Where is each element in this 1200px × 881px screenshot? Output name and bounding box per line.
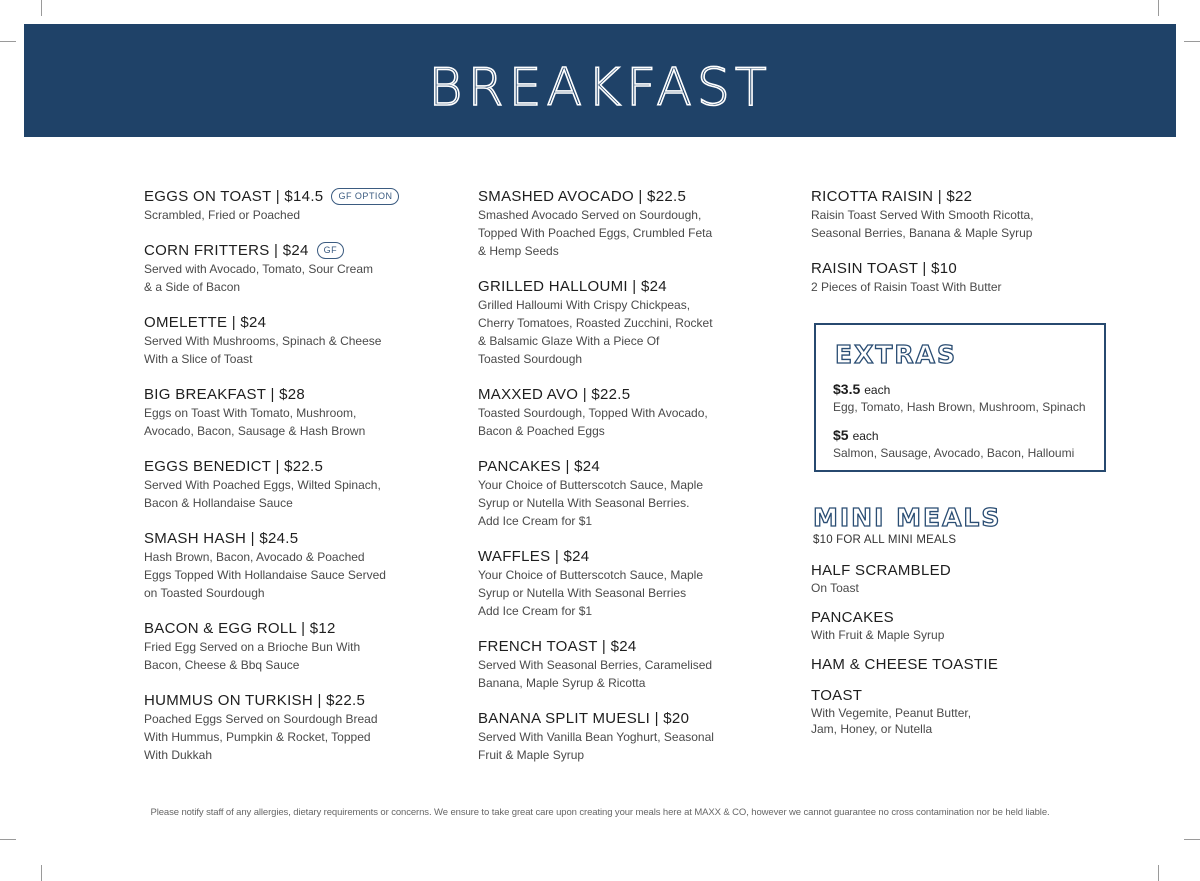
menu-item-title: CORN FRITTERS | $24 — [144, 242, 309, 259]
menu-item — [811, 187, 1111, 242]
extras-heading: EXTRAS — [835, 340, 958, 369]
gf-badge: GF — [317, 242, 345, 259]
menu-item-description: Bacon & Hollandaise Sauce — [144, 496, 293, 510]
allergy-footnote: Please notify staff of any allergies, dietary requirements or concerns. We ensure to take great care upon creating your meals here at MAXX & CO, however we cannot guarantee no cross contamination nor be held liable. — [150, 807, 1050, 818]
menu-item-description: Bacon & Poached Eggs — [478, 424, 605, 438]
menu-item — [478, 709, 778, 764]
menu-item-title: SMASH HASH | $24.5 — [144, 530, 299, 547]
menu-item-name — [144, 619, 444, 638]
menu-item-name — [144, 385, 444, 404]
menu-item-description: With Hummus, Pumpkin & Rocket, Topped — [144, 730, 371, 744]
menu-item-name — [144, 187, 444, 206]
menu-item-description: & a Side of Bacon — [144, 280, 241, 294]
menu-item — [144, 619, 444, 674]
menu-item — [478, 457, 778, 530]
menu-item-title: WAFFLES | $24 — [478, 548, 590, 565]
menu-item-description: Toasted Sourdough — [478, 352, 583, 366]
menu-item-description: On Toast — [811, 581, 859, 595]
menu-item-description: Served With Seasonal Berries, Caramelised — [478, 658, 713, 672]
menu-item — [478, 637, 778, 692]
menu-item-description: Topped With Poached Eggs, Crumbled Feta — [478, 226, 713, 240]
extras-items: Salmon, Sausage, Avocado, Bacon, Halloumi — [833, 446, 1075, 460]
crop-mark — [0, 839, 16, 840]
menu-item-description: & Hemp Seeds — [478, 244, 559, 258]
menu-item-description: Avocado, Bacon, Sausage & Hash Brown — [144, 424, 366, 438]
menu-item-title: PANCAKES — [811, 609, 894, 626]
menu-item-description: Raisin Toast Served With Smooth Ricotta, — [811, 208, 1034, 222]
menu-column-3 — [811, 187, 1111, 313]
menu-item-name — [811, 655, 1111, 674]
menu-item-name — [478, 547, 778, 566]
extras-price: $5 — [833, 427, 849, 443]
menu-item-description: Fruit & Maple Syrup — [478, 748, 585, 762]
menu-item — [144, 313, 444, 368]
menu-item-name — [144, 691, 444, 710]
crop-mark — [0, 41, 16, 42]
menu-item-description: Cherry Tomatoes, Roasted Zucchini, Rocket — [478, 316, 713, 330]
menu-item-description: Scrambled, Fried or Poached — [144, 208, 301, 222]
menu-item-description: With Fruit & Maple Syrup — [811, 628, 945, 642]
menu-item-description: Grilled Halloumi With Crispy Chickpeas, — [478, 298, 691, 312]
menu-item-title: BANANA SPLIT MUESLI | $20 — [478, 710, 690, 727]
menu-item-title: BIG BREAKFAST | $28 — [144, 386, 306, 403]
gf-badge: GF OPTION — [331, 188, 399, 205]
menu-item-title: PANCAKES | $24 — [478, 458, 601, 475]
crop-mark — [1184, 41, 1200, 42]
menu-item-title: OMELETTE | $24 — [144, 314, 267, 331]
menu-item-name — [144, 529, 444, 548]
menu-item-title: MAXXED AVO | $22.5 — [478, 386, 631, 403]
menu-item-description: Your Choice of Butterscotch Sauce, Maple — [478, 568, 704, 582]
menu-item — [811, 608, 1111, 643]
menu-item-description: Poached Eggs Served on Sourdough Bread — [144, 712, 378, 726]
menu-item-name — [478, 277, 778, 296]
mini-meals-heading: MINI MEALS — [813, 503, 1002, 532]
menu-item-title: GRILLED HALLOUMI | $24 — [478, 278, 667, 295]
menu-item-description: Served With Mushrooms, Spinach & Cheese — [144, 334, 382, 348]
crop-mark — [1158, 865, 1159, 881]
menu-item-description: Toasted Sourdough, Topped With Avocado, — [478, 406, 708, 420]
menu-item-description: With a Slice of Toast — [144, 352, 253, 366]
menu-item-description: Eggs on Toast With Tomato, Mushroom, — [144, 406, 357, 420]
menu-item-title: SMASHED AVOCADO | $22.5 — [478, 188, 687, 205]
menu-item-description: Seasonal Berries, Banana & Maple Syrup — [811, 226, 1033, 240]
menu-item-description: & Balsamic Glaze With a Piece Of — [478, 334, 660, 348]
menu-item — [811, 259, 1111, 296]
menu-item — [811, 655, 1111, 674]
menu-column-2 — [478, 187, 778, 781]
menu-item-name — [811, 187, 1111, 206]
page-title: BREAKFAST — [428, 58, 772, 118]
menu-item-title: TOAST — [811, 687, 863, 704]
menu-item-name — [144, 313, 444, 332]
menu-item-description: Served With Vanilla Bean Yoghurt, Seasonal — [478, 730, 714, 744]
menu-item-description: Your Choice of Butterscotch Sauce, Maple — [478, 478, 704, 492]
menu-item-description: Eggs Topped With Hollandaise Sauce Served — [144, 568, 386, 582]
menu-item-name — [144, 241, 444, 260]
mini-meals-list — [811, 561, 1111, 749]
menu-item-description: Smashed Avocado Served on Sourdough, — [478, 208, 702, 222]
menu-item-name — [811, 259, 1111, 278]
menu-item — [478, 277, 778, 368]
extras-unit: each — [852, 429, 879, 443]
crop-mark — [41, 865, 42, 881]
menu-item-description: Hash Brown, Bacon, Avocado & Poached — [144, 550, 365, 564]
menu-item-name — [478, 709, 778, 728]
menu-item-name — [811, 608, 1111, 627]
crop-mark — [1158, 0, 1159, 16]
crop-mark — [1184, 839, 1200, 840]
menu-item-description: on Toasted Sourdough — [144, 586, 265, 600]
menu-item — [144, 457, 444, 512]
menu-item-name — [811, 686, 1111, 705]
mini-meals-subheading: $10 FOR ALL MINI MEALS — [813, 534, 957, 546]
menu-item-description: Fried Egg Served on a Brioche Bun With — [144, 640, 361, 654]
menu-item-description: With Vegemite, Peanut Butter, — [811, 706, 972, 720]
menu-item — [478, 385, 778, 440]
menu-column-1 — [144, 187, 444, 781]
menu-item-description: Add Ice Cream for $1 — [478, 604, 593, 618]
menu-item-description: Add Ice Cream for $1 — [478, 514, 593, 528]
menu-item-description: With Dukkah — [144, 748, 213, 762]
menu-item — [478, 547, 778, 620]
extras-tier-2 — [833, 426, 1074, 462]
menu-item-name — [811, 561, 1111, 580]
extras-panel — [814, 323, 1106, 472]
menu-item-description: Syrup or Nutella With Seasonal Berries — [478, 586, 687, 600]
menu-item — [811, 561, 1111, 596]
menu-item-title: HALF SCRAMBLED — [811, 562, 952, 579]
menu-item-description: Served With Poached Eggs, Wilted Spinach, — [144, 478, 381, 492]
menu-item-description: 2 Pieces of Raisin Toast With Butter — [811, 280, 1002, 294]
menu-item-name — [478, 187, 778, 206]
menu-item-title: RAISIN TOAST | $10 — [811, 260, 958, 277]
menu-item-title: RICOTTA RAISIN | $22 — [811, 188, 973, 205]
extras-price: $3.5 — [833, 381, 861, 397]
menu-item — [144, 241, 444, 296]
crop-mark — [41, 0, 42, 16]
menu-item-description: Bacon, Cheese & Bbq Sauce — [144, 658, 300, 672]
menu-item — [144, 385, 444, 440]
menu-item-title: BACON & EGG ROLL | $12 — [144, 620, 336, 637]
menu-item-description: Syrup or Nutella With Seasonal Berries. — [478, 496, 690, 510]
extras-tier-1 — [833, 380, 1086, 416]
menu-item — [144, 187, 444, 224]
menu-item-title: EGGS BENEDICT | $22.5 — [144, 458, 324, 475]
menu-item — [811, 686, 1111, 737]
menu-item-title: HUMMUS ON TURKISH | $22.5 — [144, 692, 366, 709]
menu-item — [144, 529, 444, 602]
menu-item-description: Banana, Maple Syrup & Ricotta — [478, 676, 646, 690]
menu-item-name — [144, 457, 444, 476]
menu-item — [478, 187, 778, 260]
extras-items: Egg, Tomato, Hash Brown, Mushroom, Spinach — [833, 400, 1086, 414]
menu-item-title: FRENCH TOAST | $24 — [478, 638, 637, 655]
menu-item-name — [478, 457, 778, 476]
menu-item-title: HAM & CHEESE TOASTIE — [811, 656, 999, 673]
extras-unit: each — [864, 383, 891, 397]
menu-item-description: Served with Avocado, Tomato, Sour Cream — [144, 262, 374, 276]
menu-item-name — [478, 385, 778, 404]
menu-item — [144, 691, 444, 764]
menu-item-title: EGGS ON TOAST | $14.5 — [144, 188, 324, 205]
mini-meals-section — [813, 504, 1001, 546]
menu-item-description: Jam, Honey, or Nutella — [811, 722, 933, 736]
menu-item-name — [478, 637, 778, 656]
